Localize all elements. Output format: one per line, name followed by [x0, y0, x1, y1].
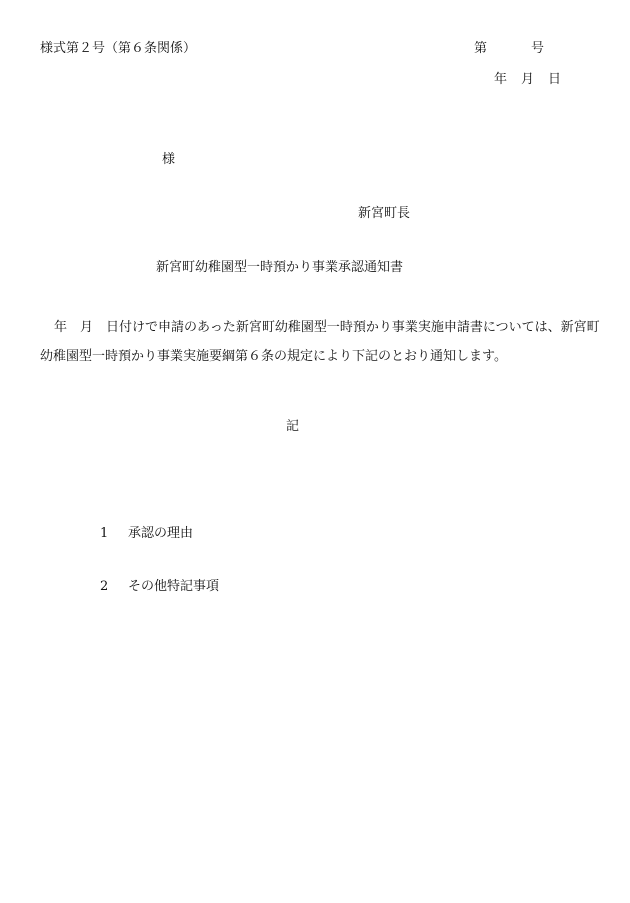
- date-year: 年: [494, 72, 508, 87]
- document-title: 新宮町幼稚園型一時預かり事業承認通知書: [156, 260, 404, 275]
- form-id: 様式第２号（第６条関係）: [40, 41, 197, 56]
- date-day: 日: [548, 72, 562, 87]
- list-item: [100, 580, 219, 593]
- item-label: 承認の理由: [128, 526, 194, 541]
- number-suffix: 号: [531, 41, 545, 56]
- date-month: 月: [521, 72, 535, 87]
- item-number: 1: [100, 526, 109, 541]
- document-date: [494, 73, 561, 86]
- item-number: 2: [100, 579, 109, 594]
- ki-heading: 記: [286, 419, 300, 434]
- addressee: 様: [162, 152, 176, 167]
- number-prefix: 第: [474, 41, 488, 56]
- item-label: その他特記事項: [128, 579, 220, 594]
- body-text: [40, 313, 600, 371]
- body-paragraph: 年 月 日付けで申請のあった新宮町幼稚園型一時預かり事業実施申請書については、新宮町幼稚園型一時預かり事業実施要綱第６条の規定により下記のとおり通知します。: [40, 320, 600, 364]
- list-item: [100, 527, 193, 540]
- document-number: [474, 42, 544, 55]
- sender: 新宮町長: [358, 206, 411, 221]
